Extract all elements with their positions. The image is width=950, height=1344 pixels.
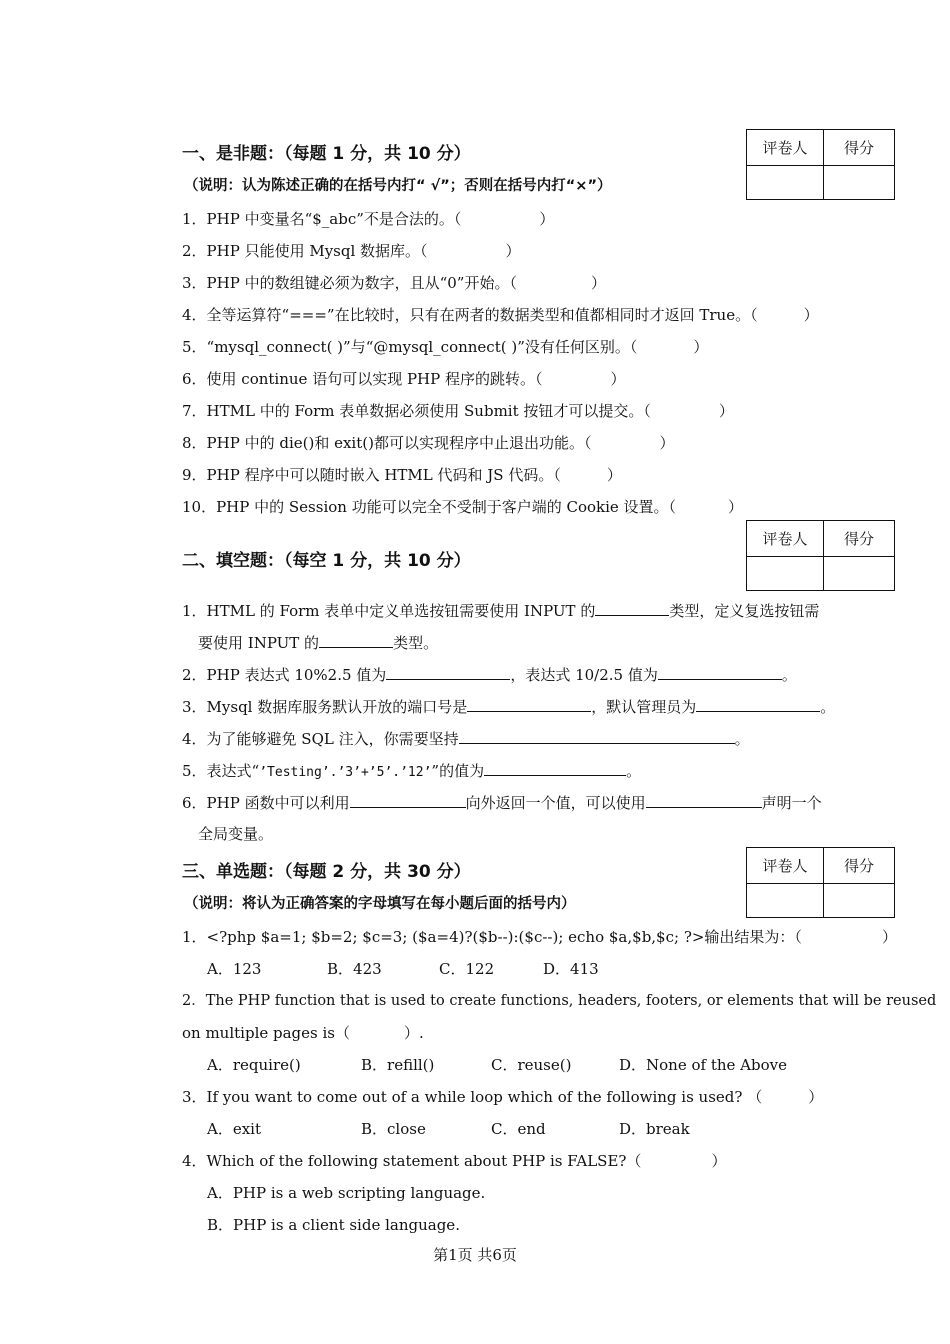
tf-question-1: 1．PHP 中变量名“$_abc”不是合法的。（ ） (182, 210, 555, 228)
page-footer: 第1页 共6页 (433, 1246, 517, 1264)
score-label: 得分 (824, 848, 895, 884)
tf-question-3: 3．PHP 中的数组键必须为数字，且从“0”开始。（ ） (182, 274, 606, 292)
fill-question-4: 4．为了能够避免 SQL 注入，你需要坚持 。 (182, 730, 750, 748)
option-b: B．close (361, 1120, 426, 1138)
mc-question-2: 2．The PHP function that is used to create functions, headers, footers, or elements that will be reused (182, 993, 937, 1009)
score-label: 得分 (824, 130, 895, 166)
tf-question-8: 8．PHP 中的 die()和 exit()都可以实现程序中止退出功能。（ ） (182, 434, 675, 452)
fill-question-2: 2．PHP 表达式 10%2.5 值为 ，表达式 10/2.5 值为 。 (182, 666, 797, 684)
tf-question-4: 4．全等运算符“===”在比较时，只有在两者的数据类型和值都相同时才返回 True。（ ） (182, 306, 819, 324)
tf-question-7: 7．HTML 中的 Form 表单数据必须使用 Submit 按钮才可以提交。（ ） (182, 402, 734, 420)
option-c: C．end (491, 1120, 546, 1138)
option-a: A．123 (207, 960, 262, 978)
option-b: B．refill() (361, 1056, 435, 1074)
score-table-1 (746, 129, 895, 200)
grader-cell (747, 166, 824, 200)
grader-cell (747, 884, 824, 918)
section2-title: 二、填空题：（每空 1 分，共 10 分） (182, 551, 471, 571)
mc-question-4: 4．Which of the following statement about PHP is FALSE?（ ） (182, 1152, 727, 1170)
score-table-3 (746, 847, 895, 918)
option-c: C．reuse() (491, 1056, 572, 1074)
grader-cell (747, 557, 824, 591)
fill-question-1-cont: 要使用 INPUT 的 类型。 (198, 634, 439, 652)
option-d: D．None of the Above (619, 1056, 787, 1074)
fill-question-3: 3．Mysql 数据库服务默认开放的端口号是 ，默认管理员为 。 (182, 698, 836, 716)
score-label: 得分 (824, 521, 895, 557)
score-cell (824, 884, 895, 918)
tf-question-2: 2．PHP 只能使用 Mysql 数据库。（ ） (182, 242, 521, 260)
grader-label: 评卷人 (747, 848, 824, 884)
section1-note: （说明：认为陈述正确的在括号内打“ √”；否则在括号内打“×”） (184, 178, 612, 194)
option-a: A．exit (207, 1120, 261, 1138)
score-cell (824, 557, 895, 591)
section3-title: 三、单选题：（每题 2 分，共 30 分） (182, 862, 471, 882)
grader-label: 评卷人 (747, 130, 824, 166)
fill-question-5: 5．表达式“’Testing’.’3’+’5’.’12’”的值为 。 (182, 762, 642, 780)
option-a: A．require() (207, 1056, 301, 1074)
mc-question-4-option-b: B．PHP is a client side language. (207, 1216, 460, 1234)
section3-note: （说明：将认为正确答案的字母填写在每小题后面的括号内） (184, 896, 576, 912)
score-cell (824, 166, 895, 200)
option-c: C．122 (439, 960, 495, 978)
mc-question-4-option-a: A．PHP is a web scripting language. (207, 1184, 486, 1202)
option-d: D．break (619, 1120, 690, 1138)
section1-title: 一、是非题：（每题 1 分，共 10 分） (182, 144, 471, 164)
tf-question-6: 6．使用 continue 语句可以实现 PHP 程序的跳转。（ ） (182, 370, 626, 388)
mc-question-3: 3．If you want to come out of a while loop which of the following is used? （ ） (182, 1088, 824, 1106)
mc-question-2-cont: on multiple pages is（ ）. (182, 1024, 424, 1042)
option-d: D．413 (543, 960, 599, 978)
grader-label: 评卷人 (747, 521, 824, 557)
option-b: B．423 (327, 960, 382, 978)
tf-question-9: 9．PHP 程序中可以随时嵌入 HTML 代码和 JS 代码。（ ） (182, 466, 622, 484)
tf-question-10: 10．PHP 中的 Session 功能可以完全不受制于客户端的 Cookie 设置。（ ） (182, 498, 744, 516)
fill-question-6: 6．PHP 函数中可以利用 向外返回一个值，可以使用 声明一个 (182, 794, 822, 812)
fill-question-1: 1．HTML 的 Form 表单中定义单选按钮需要使用 INPUT 的 类型，定义复选按钮需 (182, 602, 820, 620)
score-table-2 (746, 520, 895, 591)
tf-question-5: 5．“mysql_connect( )”与“@mysql_connect( )”没有任何区别。（ ） (182, 338, 709, 356)
fill-question-6-cont: 全局变量。 (198, 825, 274, 843)
mc-question-1: 1．<?php $a=1; $b=2; $c=3; ($a=4)?($b--):($c--); echo $a,$b,$c; ?>输出结果为：（ ） (182, 928, 897, 946)
